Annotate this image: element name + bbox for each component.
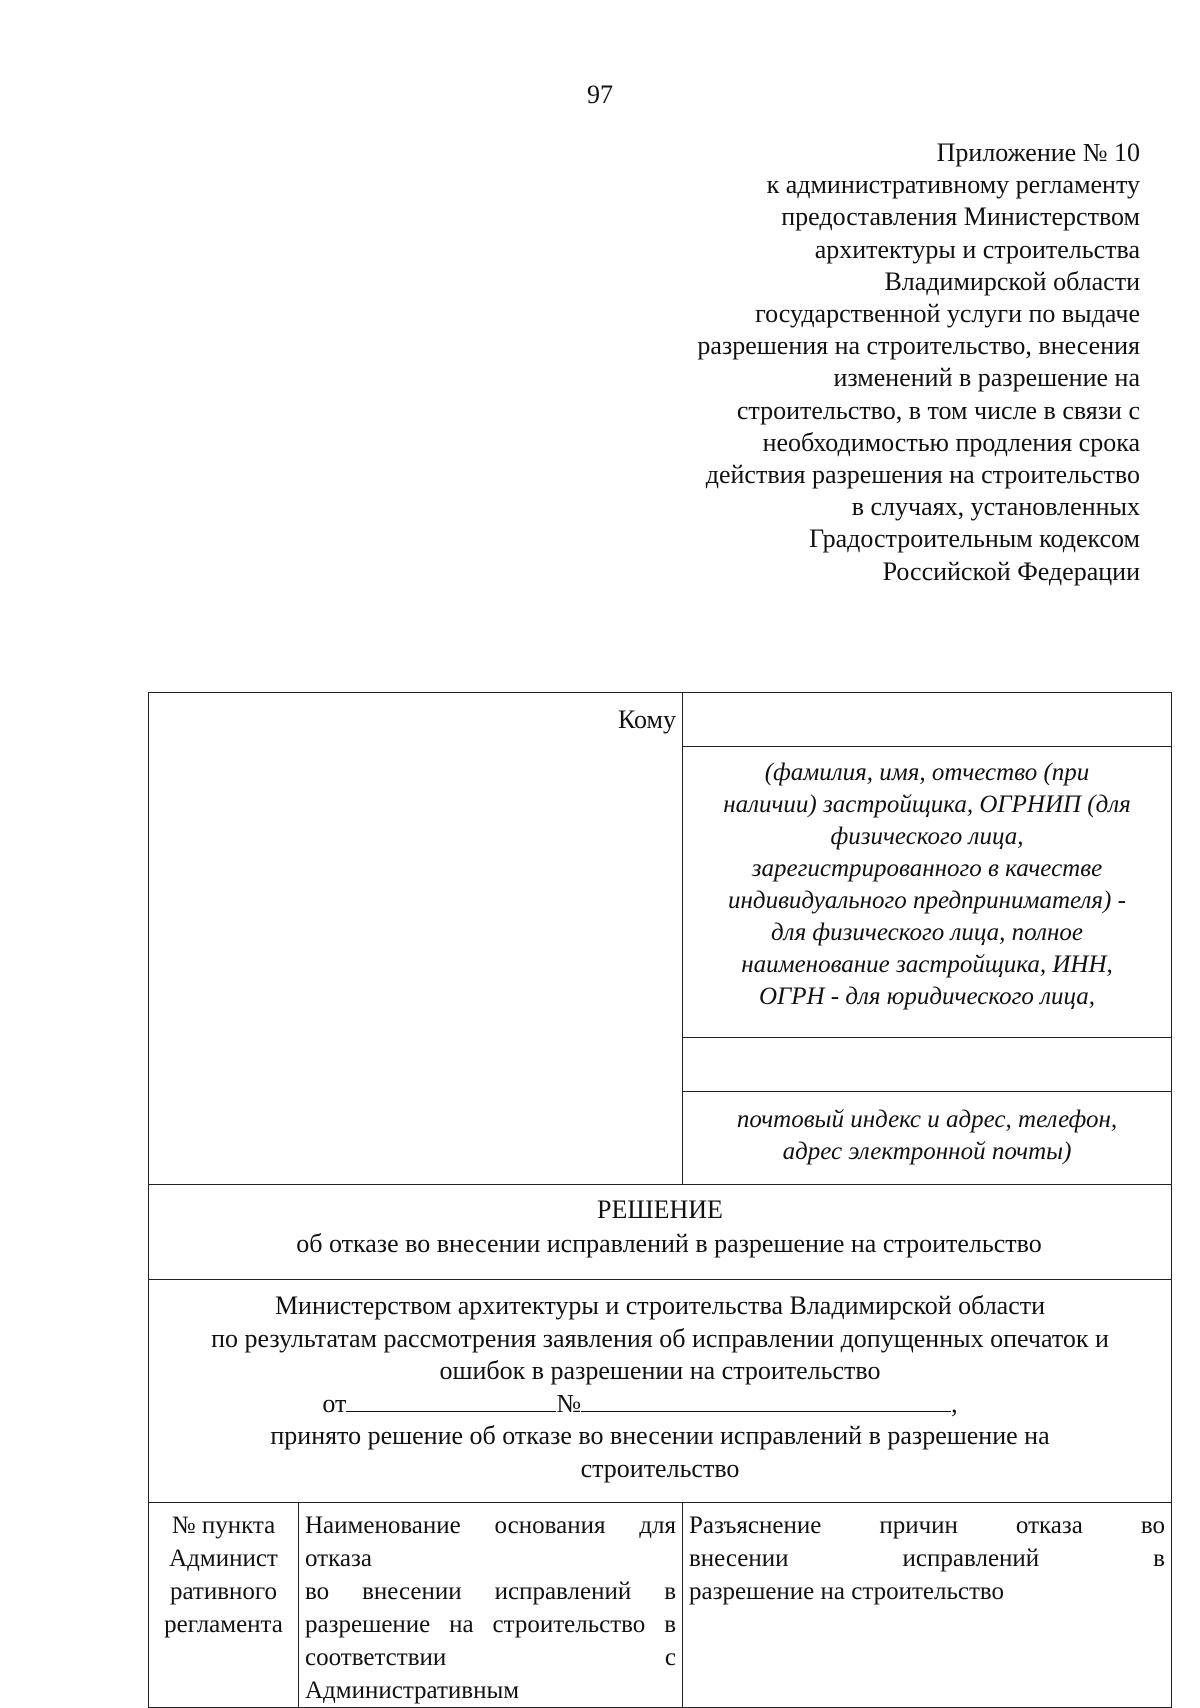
hint-line: наименование застройщика, ИНН, bbox=[741, 951, 1113, 978]
header-line: Наименование основания для отказа bbox=[305, 1512, 676, 1572]
date-number-line bbox=[149, 1388, 1171, 1421]
appendix-line: архитектуры и строительства bbox=[814, 234, 1140, 264]
hint-line: зарегистрированного в качестве bbox=[751, 855, 1103, 882]
body-line: Министерством архитектуры и строительства Владимирской области bbox=[274, 1291, 1046, 1320]
header-line: разрешение на строительство в bbox=[305, 1611, 676, 1638]
decision-body-cell bbox=[149, 1280, 1172, 1503]
header-line: внесении исправлений в bbox=[689, 1545, 1165, 1572]
appendix-line: необходимостью продления срока bbox=[762, 427, 1140, 457]
decision-subtitle: об отказе во внесении исправлений в разрешение на строительство bbox=[296, 1229, 1042, 1258]
hint-line: адрес электронной почты) bbox=[782, 1138, 1072, 1165]
hint-line: физического лица, bbox=[830, 823, 1024, 850]
decision-title: РЕШЕНИЕ bbox=[597, 1195, 723, 1224]
appendix-line: предоставления Министерством bbox=[781, 202, 1140, 232]
column-header-reason bbox=[299, 1503, 683, 1708]
hint-line: наличии) застройщика, ОГРНИП (для bbox=[723, 791, 1131, 818]
body-line: по результатам рассмотрения заявления об исправлении допущенных опечаток и bbox=[211, 1323, 1109, 1353]
applicant-address-field[interactable] bbox=[683, 1038, 1172, 1092]
appendix-line: Владимирской области bbox=[884, 266, 1140, 296]
decision-heading-cell bbox=[149, 1185, 1172, 1280]
from-label: от bbox=[322, 1388, 347, 1418]
appendix-line: Российской Федерации bbox=[882, 556, 1140, 586]
header-line: разрешение на строительство bbox=[689, 1578, 1005, 1605]
appendix-line: действия разрешения на строительство bbox=[705, 460, 1140, 490]
hint-line: индивидуального предпринимателя) - bbox=[728, 887, 1126, 914]
applicant-hint bbox=[683, 747, 1172, 1038]
number-blank-field[interactable] bbox=[581, 1389, 951, 1412]
hint-line: ОГРН - для юридического лица, bbox=[758, 983, 1096, 1010]
applicant-name-field[interactable] bbox=[683, 693, 1172, 747]
recipient-label-cell bbox=[149, 693, 683, 1185]
body-line: принято решение об отказе во внесении исправлений в разрешение на bbox=[270, 1421, 1050, 1450]
appendix-line: государственной услуги по выдаче bbox=[755, 299, 1140, 329]
comma: , bbox=[951, 1388, 958, 1418]
address-hint bbox=[683, 1092, 1172, 1185]
appendix-line: изменений в разрешение на bbox=[833, 363, 1140, 393]
appendix-line: Градостроительным кодексом bbox=[809, 524, 1140, 554]
header-line: Админист bbox=[169, 1545, 278, 1572]
header-line: Разъяснение причин отказа во bbox=[689, 1512, 1165, 1539]
page-number: 97 bbox=[587, 80, 613, 109]
column-header-explanation bbox=[683, 1503, 1172, 1708]
hint-line: (фамилия, имя, отчество (при bbox=[764, 759, 1090, 786]
body-line: ошибок в разрешении на строительство bbox=[439, 1356, 881, 1385]
appendix-line: разрешения на строительство, внесения bbox=[697, 331, 1140, 361]
header-line: регламента bbox=[164, 1611, 283, 1638]
komu-label: Кому bbox=[617, 705, 676, 734]
appendix-header bbox=[580, 137, 1140, 588]
number-label: № bbox=[556, 1388, 582, 1418]
appendix-line: в случаях, установленных bbox=[851, 492, 1140, 522]
appendix-line: Приложение № 10 bbox=[936, 138, 1140, 167]
header-line: соответствии с Административным bbox=[305, 1644, 676, 1704]
header-line: № пункта bbox=[171, 1512, 276, 1539]
column-header-clause bbox=[149, 1503, 299, 1708]
appendix-line: к административному регламенту bbox=[766, 170, 1140, 200]
body-line: строительство bbox=[580, 1453, 740, 1483]
header-line: во внесении исправлений в bbox=[305, 1578, 676, 1605]
hint-line: для физического лица, полное bbox=[771, 919, 1083, 946]
header-line: ративного bbox=[169, 1578, 278, 1605]
date-blank-field[interactable] bbox=[346, 1389, 556, 1412]
appendix-line: строительство, в том числе в связи с bbox=[736, 395, 1140, 425]
decision-form-table bbox=[148, 692, 1172, 1708]
hint-line: почтовый индекс и адрес, телефон, bbox=[736, 1106, 1118, 1133]
